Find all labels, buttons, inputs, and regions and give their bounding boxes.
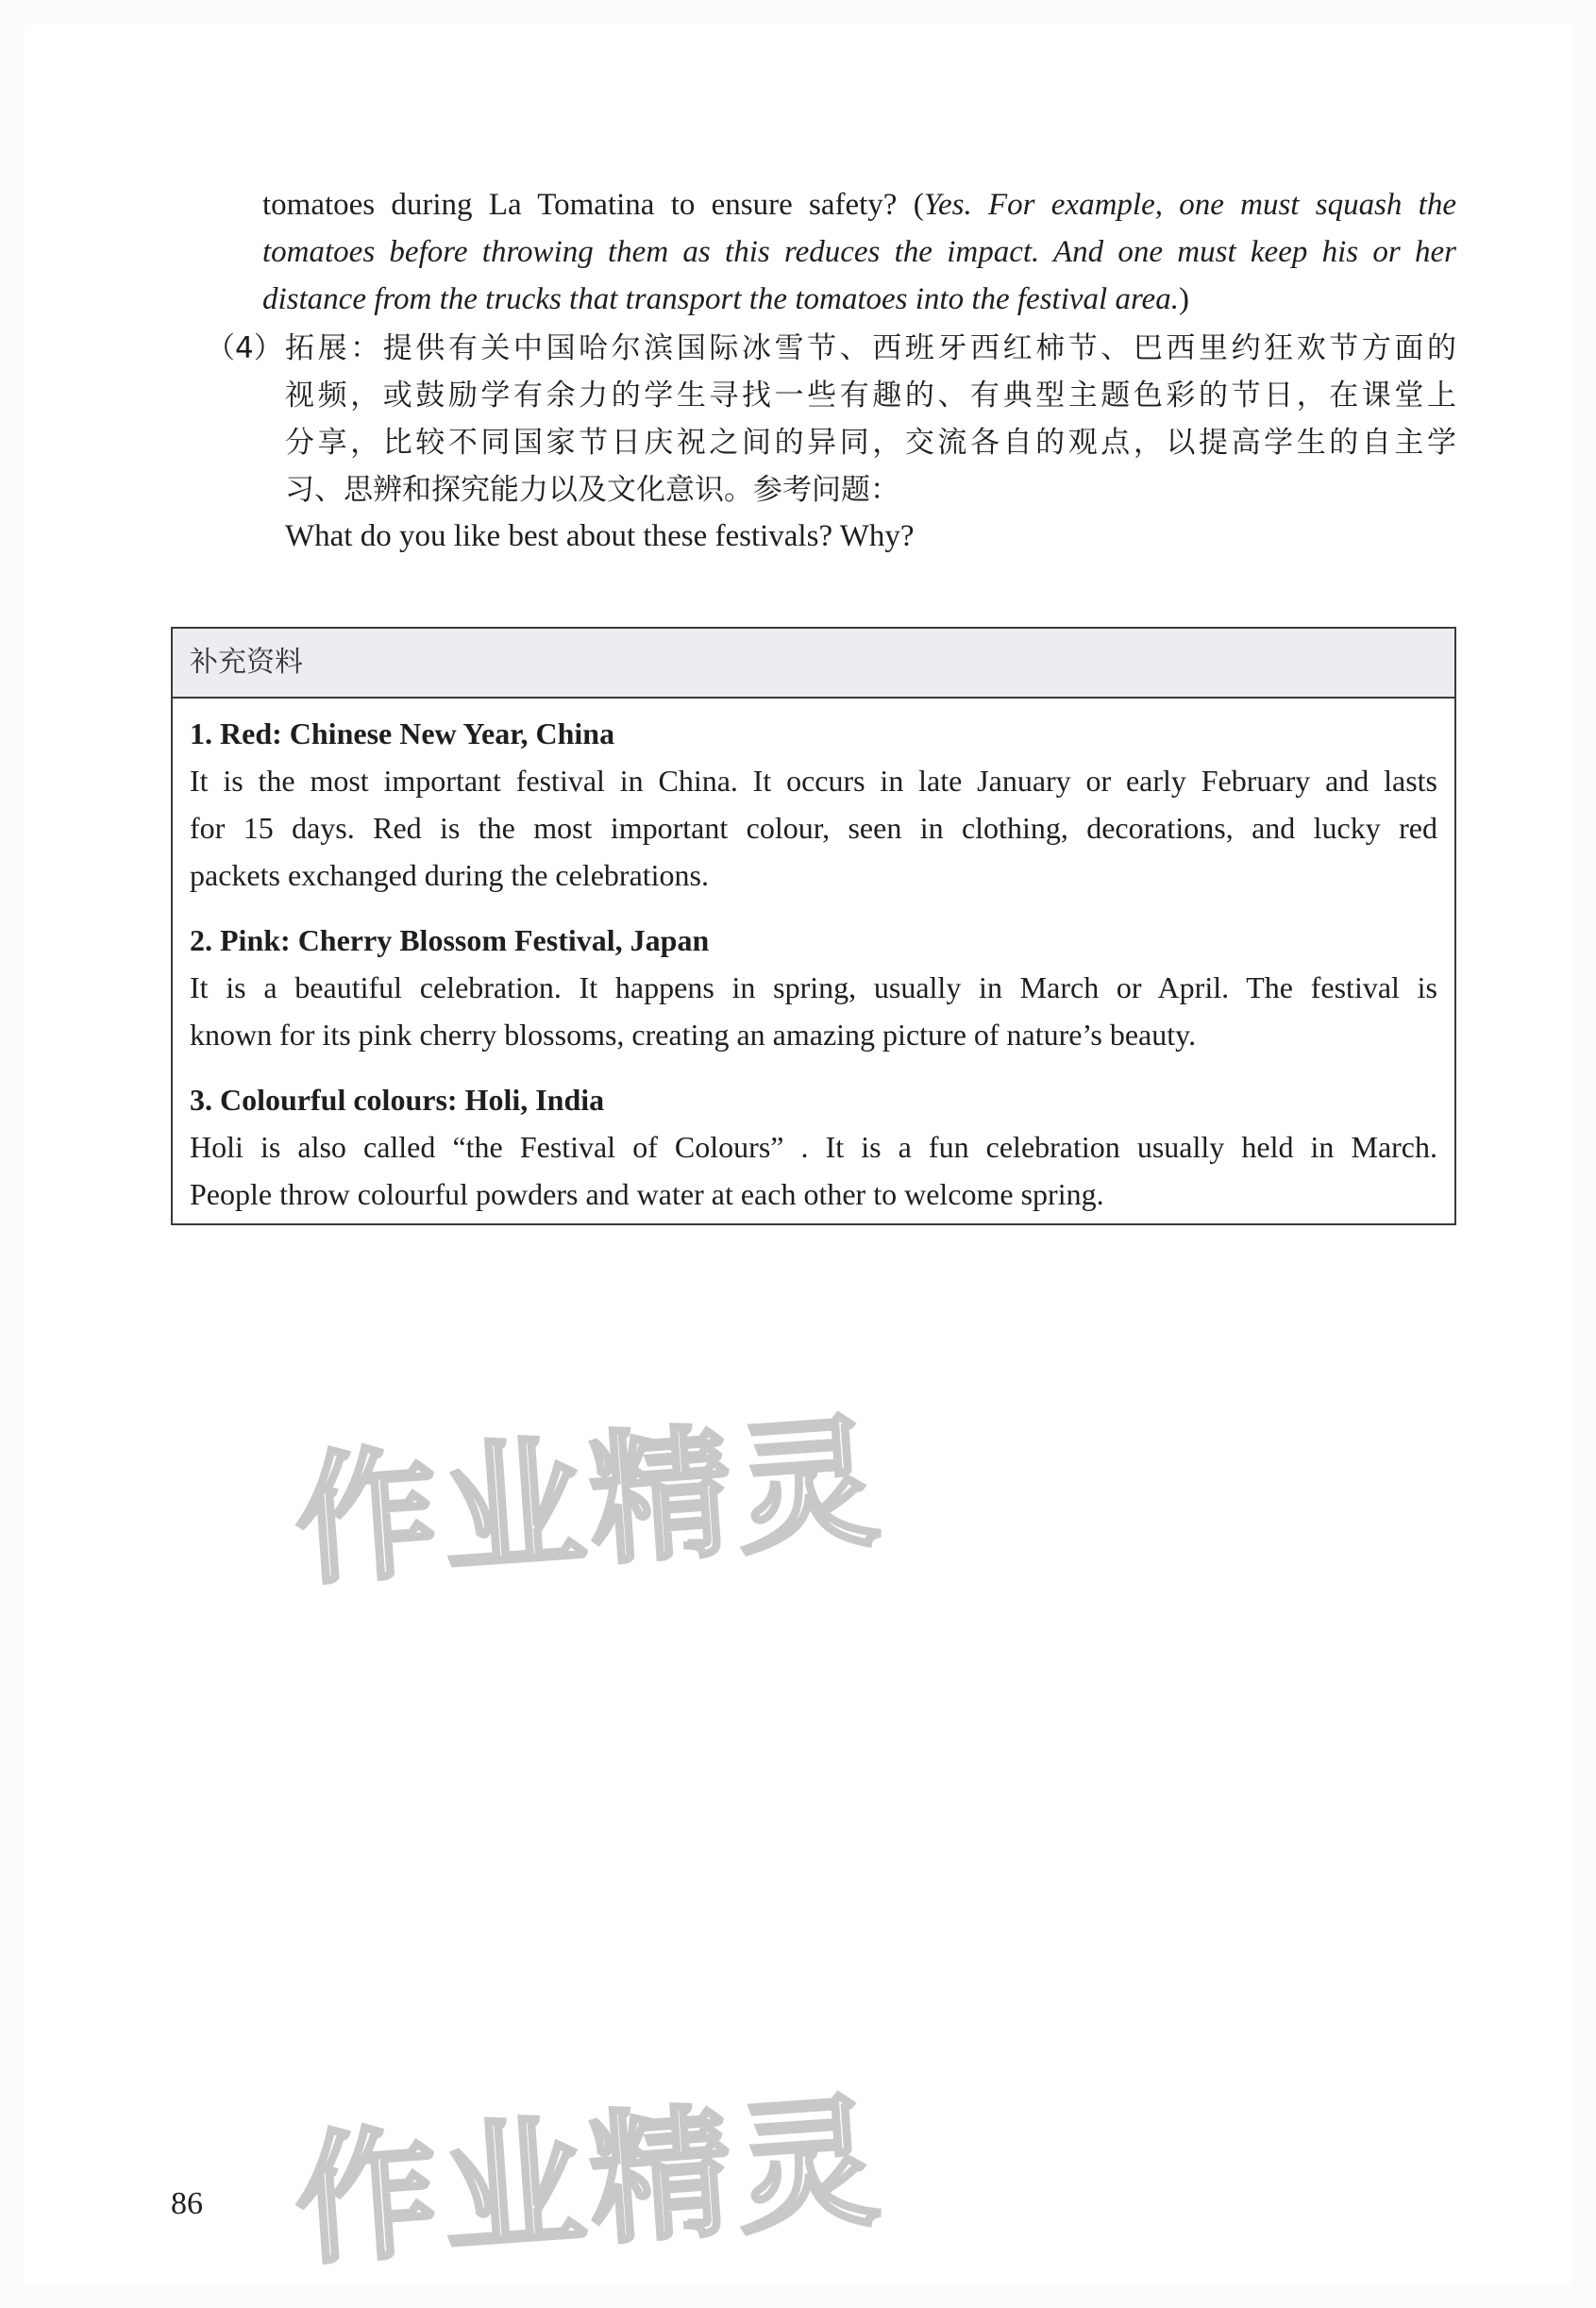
step-line: 分享，比较不同国家节日庆祝之间的异同，交流各自的观点，以提高学生的自主学 xyxy=(285,426,1456,460)
step-marker: （4） xyxy=(206,331,283,365)
answer-segment: tomatoes before throwing them as this reduces the impact. And one must keep his or her xyxy=(262,235,1456,269)
item-line: packets exchanged during the celebrations. xyxy=(190,858,709,892)
item-title: 3. Colourful colours: Holi, India xyxy=(190,1083,605,1117)
step-line: 拓展：提供有关中国哈尔滨国际冰雪节、西班牙西红柿节、巴西里约狂欢节方面的 xyxy=(285,331,1456,365)
watermark: 作业精灵 xyxy=(290,1400,890,1606)
body-line xyxy=(262,276,1189,323)
reference-question: What do you like best about these festivals? Why? xyxy=(285,519,915,553)
item-title: 1. Red: Chinese New Year, China xyxy=(190,716,615,750)
item-title: 2. Pink: Cherry Blossom Festival, Japan xyxy=(190,923,710,957)
item-line: People throw colourful powders and water at each other to welcome spring. xyxy=(190,1177,1104,1211)
item-line: It is a beautiful celebration. It happens in spring, usually in March or April. The festival is xyxy=(190,970,1437,1004)
answer-segment: distance from the trucks that transport the tomatoes into the festival area. xyxy=(262,282,1179,316)
item-line: known for its pink cherry blossoms, creating an amazing picture of nature’s beauty. xyxy=(190,1018,1197,1052)
body-line xyxy=(262,228,1456,276)
text-segment: ) xyxy=(1178,282,1189,316)
item-line: It is the most important festival in China. It occurs in late January or early February and lasts xyxy=(190,764,1437,798)
item-line: Holi is also called “the Festival of Colours” . It is a fun celebration usually held in March. xyxy=(190,1130,1437,1164)
step-line: 习、思辨和探究能力以及文化意识。参考问题： xyxy=(285,473,899,507)
supplement-header: 补充资料 xyxy=(173,629,1454,699)
supplement-box xyxy=(171,627,1456,1225)
answer-segment: Yes. For example, one must squash the xyxy=(923,188,1456,222)
watermark: 作业精灵 xyxy=(290,2080,890,2285)
step-line: 视频，或鼓励学有余力的学生寻找一些有趣的、有典型主题色彩的节日，在课堂上 xyxy=(285,379,1456,413)
body-line xyxy=(262,181,1456,228)
page-number: 86 xyxy=(171,2186,203,2221)
item-line: for 15 days. Red is the most important colour, seen in clothing, decorations, and lucky red xyxy=(190,811,1437,845)
text-segment: tomatoes during La Tomatina to ensure safety? ( xyxy=(262,188,924,222)
